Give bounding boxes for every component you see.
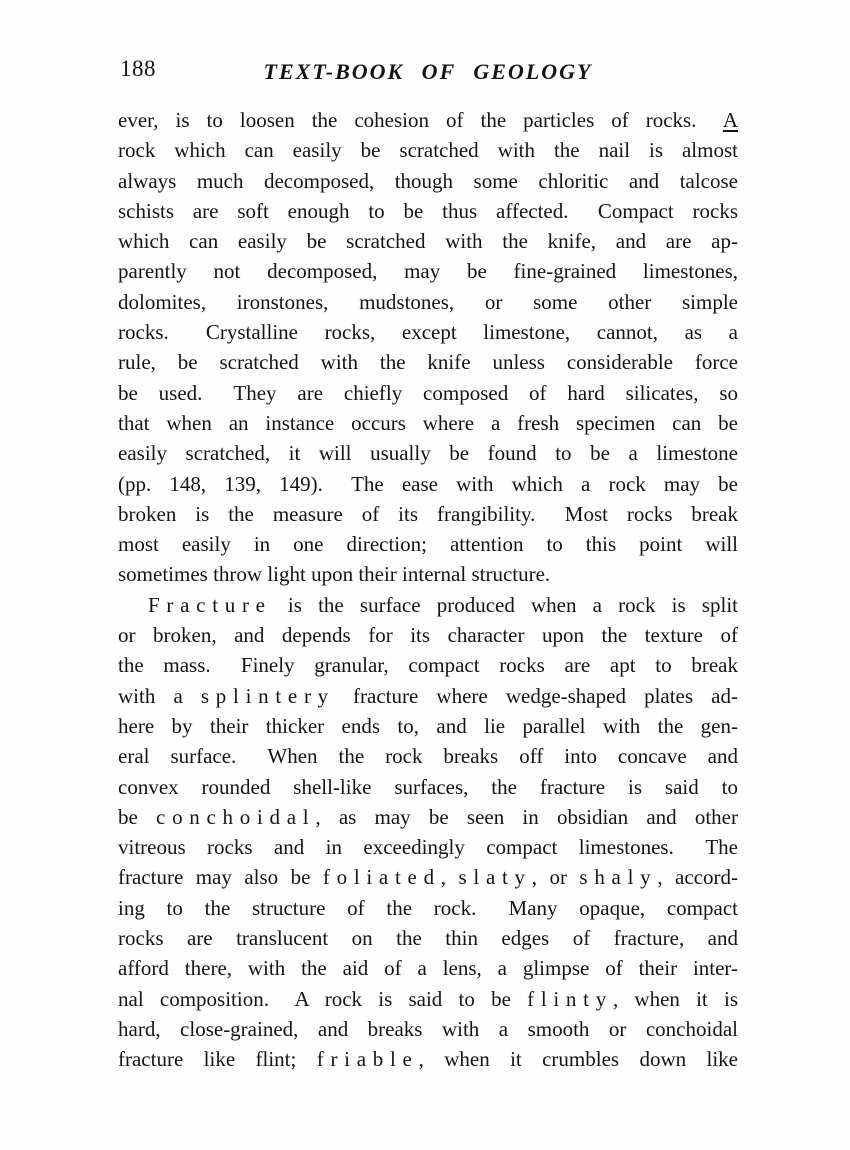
body-text: vitreous rocks and in exceedingly compact limestones. The <box>118 835 738 860</box>
text-line <box>118 408 738 438</box>
running-title: TEXT-BOOK OF GEOLOGY <box>263 59 593 84</box>
page-number: 188 <box>120 56 156 81</box>
body-text: be <box>118 804 157 829</box>
emphasized-text: foliated <box>322 865 441 890</box>
text-line <box>118 135 738 165</box>
body-text: ing to the structure of the rock. Many opaque, compact <box>118 895 738 920</box>
body-text: parently not decomposed, may be fine-grained limestones, <box>118 259 738 284</box>
body-text: , accord- <box>657 865 739 890</box>
text-line <box>118 499 738 529</box>
text-line <box>118 469 738 499</box>
text-line <box>118 166 738 196</box>
emphasized-text: conchoidal <box>156 804 316 829</box>
emphasized-text: shaly <box>579 865 658 890</box>
text-line <box>118 923 738 953</box>
emphasized-text: splintery <box>200 683 335 708</box>
body-text: hard, close-grained, and breaks with a smooth or conchoidal <box>118 1016 738 1041</box>
text-line <box>118 590 738 620</box>
emphasized-text: flinty <box>527 986 613 1011</box>
body-text: schists are soft enough to be thus affected. Compact rocks <box>118 198 738 223</box>
text-line <box>118 802 738 832</box>
text-line <box>118 378 738 408</box>
body-text: be used. They are chiefly composed of hard silicates, so <box>118 380 738 405</box>
body-text: easily scratched, it will usually be found to be a limestone <box>118 441 738 466</box>
body-text: , <box>440 865 459 890</box>
body-text: rock which can easily be scratched with the nail is almost <box>118 138 738 163</box>
text-line <box>118 711 738 741</box>
text-line <box>118 559 738 589</box>
body-text: broken is the measure of its frangibility. Most rocks break <box>118 501 738 526</box>
body-text: or broken, and depends for its character upon the texture of <box>118 623 738 648</box>
text-line <box>118 984 738 1014</box>
body-text: eral surface. When the rock breaks off into concave and <box>118 744 738 769</box>
body-text: rule, be scratched with the knife unless considerable force <box>118 350 738 375</box>
body-text: most easily in one direction; attention to this point will <box>118 532 738 557</box>
text-line <box>118 317 738 347</box>
text-line <box>118 893 738 923</box>
body-text: the mass. Finely granular, compact rocks are apt to break <box>118 653 738 678</box>
text-line <box>118 681 738 711</box>
body-text: ever, is to loosen the cohesion of the particles of rocks. <box>118 108 723 132</box>
text-line <box>118 1014 738 1044</box>
text-line <box>118 287 738 317</box>
text-line <box>118 196 738 226</box>
page-body <box>118 105 738 1075</box>
body-text: sometimes throw light upon their internal structure. <box>118 562 551 587</box>
text-line <box>118 953 738 983</box>
text-line <box>118 226 738 256</box>
page-header <box>118 56 738 90</box>
body-text: that when an instance occurs where a fresh specimen can be <box>118 410 738 435</box>
body-text: convex rounded shell-like surfaces, the fracture is said to <box>118 774 738 799</box>
body-text: always much decomposed, though some chloritic and talcose <box>118 168 738 193</box>
text-line <box>118 1044 738 1074</box>
body-text: , when it is <box>612 986 738 1011</box>
body-text: afford there, with the aid of a lens, a glimpse of their inter- <box>118 956 738 981</box>
body-text: fracture where wedge-shaped plates ad- <box>334 683 738 708</box>
body-text: dolomites, ironstones, mudstones, or some other simple <box>118 289 738 314</box>
body-text: with a <box>118 683 201 708</box>
emphasized-text: friable <box>316 1047 419 1072</box>
text-line <box>118 620 738 650</box>
text-line <box>118 862 738 892</box>
text-line <box>118 256 738 286</box>
body-text: fracture may also be <box>118 865 323 890</box>
text-line <box>118 650 738 680</box>
text-line <box>118 105 738 135</box>
text-line <box>118 347 738 377</box>
body-text: which can easily be scratched with the knife, and are ap- <box>118 229 738 254</box>
body-text: nal composition. A rock is said to be <box>118 986 528 1011</box>
text-line <box>118 832 738 862</box>
body-text: , as may be seen in obsidian and other <box>315 804 738 829</box>
body-text: here by their thicker ends to, and lie parallel with the gen- <box>118 713 738 738</box>
body-text: rocks. Crystalline rocks, except limestone, cannot, as a <box>118 320 738 345</box>
body-text: rocks are translucent on the thin edges of fracture, and <box>118 926 738 951</box>
body-text: , or <box>531 865 580 890</box>
body-text: is the surface produced when a rock is split <box>271 592 738 617</box>
text-line <box>118 438 738 468</box>
emphasized-text: Fracture <box>148 592 272 617</box>
emphasized-text: slaty <box>458 865 532 890</box>
body-text: , when it crumbles down like <box>418 1047 738 1072</box>
text-line <box>118 529 738 559</box>
emphasized-text: A <box>722 108 738 132</box>
text-line <box>118 741 738 771</box>
body-text: (pp. 148, 139, 149). The ease with which a rock may be <box>118 471 738 496</box>
body-text: fracture like flint; <box>118 1047 317 1072</box>
text-line <box>118 772 738 802</box>
